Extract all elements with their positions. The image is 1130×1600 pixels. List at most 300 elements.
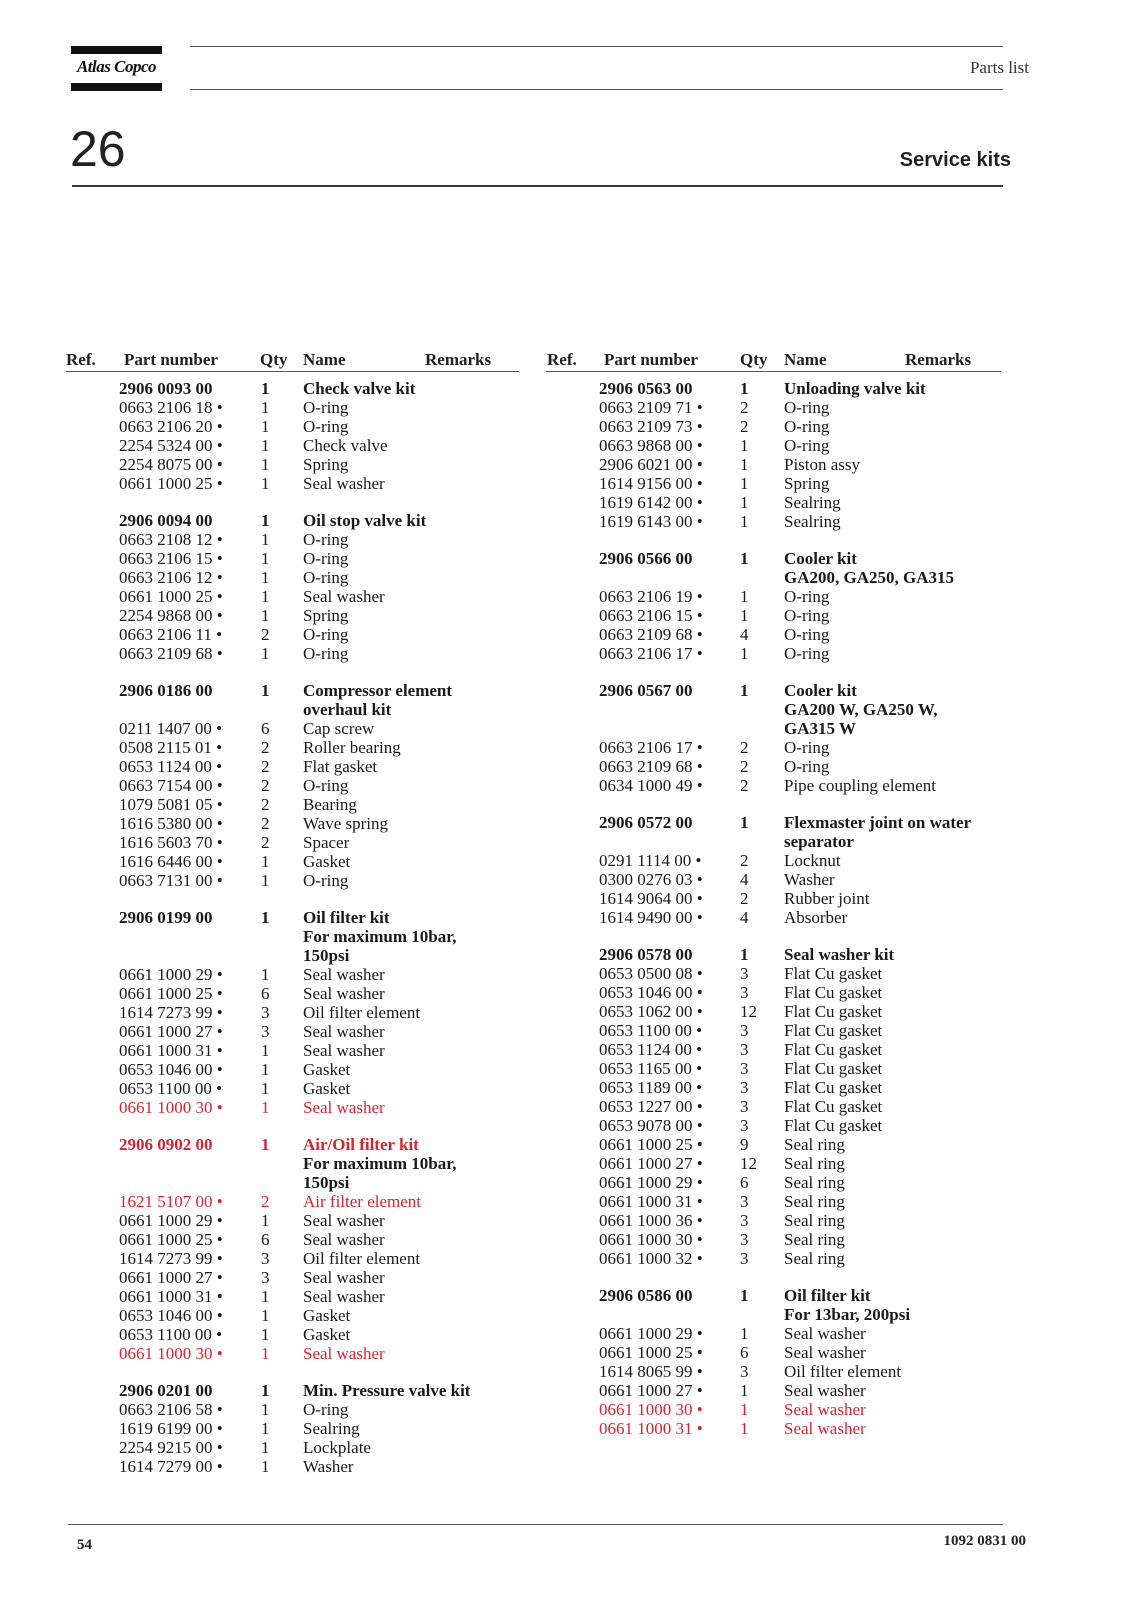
part-number-cell: 0653 0500 08 •	[599, 964, 703, 983]
name-cell: Compressor element	[303, 681, 453, 700]
name-cell: Washer	[784, 870, 835, 889]
name-cell: Flat Cu gasket	[784, 1021, 883, 1040]
name-cell: Seal washer	[303, 1041, 385, 1060]
qty-cell: 12	[740, 1002, 757, 1021]
qty-cell: 2	[261, 1192, 270, 1211]
table-row	[557, 700, 1023, 719]
name-cell: Flat Cu gasket	[784, 1097, 883, 1116]
qty-cell: 6	[261, 1230, 270, 1249]
row-spacer	[557, 1268, 1023, 1286]
chapter-title: Service kits	[899, 149, 1011, 171]
table-row	[66, 757, 532, 776]
name-cell: 150psi	[303, 946, 350, 965]
table-row	[557, 964, 1023, 983]
table-row	[66, 965, 532, 984]
qty-cell: 1	[740, 493, 749, 512]
qty-cell: 2	[740, 851, 749, 870]
qty-cell: 1	[740, 455, 749, 474]
table-row	[557, 757, 1023, 776]
part-number-cell: 0663 2106 15 •	[599, 606, 703, 625]
part-number-cell: 0663 2109 68 •	[599, 757, 703, 776]
name-cell: Sealring	[303, 1419, 360, 1438]
kit-row	[557, 549, 1023, 568]
qty-cell: 3	[740, 1059, 749, 1078]
name-cell: O-ring	[303, 530, 349, 549]
name-cell: O-ring	[784, 625, 830, 644]
qty-cell: 2	[261, 625, 270, 644]
table-row	[557, 1419, 1023, 1438]
name-cell: overhaul kit	[303, 700, 392, 719]
qty-cell: 1	[261, 1438, 270, 1457]
part-number-cell: 0663 2106 12 •	[119, 568, 223, 587]
qty-cell: 1	[740, 512, 749, 531]
qty-cell: 2	[261, 814, 270, 833]
table-row	[66, 587, 532, 606]
qty-cell: 3	[740, 1211, 749, 1230]
part-number-cell: 0211 1407 00 •	[119, 719, 223, 738]
qty-cell: 2	[740, 398, 749, 417]
row-spacer	[66, 1363, 532, 1381]
table-row	[66, 644, 532, 663]
part-number-cell: 2254 9868 00 •	[119, 606, 223, 625]
table-row	[557, 606, 1023, 625]
name-cell: O-ring	[784, 757, 830, 776]
kit-row	[66, 379, 532, 398]
table-row	[66, 1438, 532, 1457]
name-cell: Flat gasket	[303, 757, 378, 776]
part-number-cell: 0661 1000 27 •	[599, 1154, 703, 1173]
qty-cell: 1	[261, 455, 270, 474]
qty-cell: 1	[261, 681, 270, 700]
table-row	[557, 1305, 1023, 1324]
part-number-cell: 1616 6446 00 •	[119, 852, 223, 871]
part-number-cell: 0653 1046 00 •	[119, 1060, 223, 1079]
qty-cell: 2	[261, 833, 270, 852]
kit-row	[557, 681, 1023, 700]
name-cell: For 13bar, 200psi	[784, 1305, 911, 1324]
qty-cell: 1	[261, 1287, 270, 1306]
qty-cell: 3	[740, 1249, 749, 1268]
name-cell: GA200, GA250, GA315	[784, 568, 954, 587]
part-number-cell: 0661 1000 30 •	[599, 1230, 703, 1249]
name-cell: Air filter element	[303, 1192, 422, 1211]
qty-cell: 3	[261, 1022, 270, 1041]
part-number-cell: 0653 1046 00 •	[599, 983, 703, 1002]
qty-cell: 1	[261, 1344, 270, 1363]
part-number-cell: 1621 5107 00 •	[119, 1192, 223, 1211]
header-rule-bottom	[190, 89, 1003, 90]
qty-cell: 6	[740, 1343, 749, 1362]
name-cell: O-ring	[303, 398, 349, 417]
name-cell: Seal washer	[303, 984, 385, 1003]
qty-cell: 3	[261, 1003, 270, 1022]
qty-cell: 1	[261, 530, 270, 549]
table-row	[557, 1230, 1023, 1249]
qty-cell: 1	[261, 1381, 270, 1400]
name-cell: Seal washer	[303, 965, 385, 984]
row-spacer	[66, 663, 532, 681]
table-row	[66, 530, 532, 549]
part-number-cell: 0661 1000 27 •	[119, 1022, 223, 1041]
table-row	[66, 1344, 532, 1363]
row-spacer	[66, 1117, 532, 1135]
part-number-cell: 0661 1000 31 •	[119, 1041, 223, 1060]
name-cell: GA200 W, GA250 W,	[784, 700, 938, 719]
qty-cell: 1	[261, 1211, 270, 1230]
table-row	[557, 1021, 1023, 1040]
part-number-cell: 0661 1000 29 •	[599, 1324, 703, 1343]
table-row	[557, 851, 1023, 870]
kit-row	[66, 1135, 532, 1154]
table-row	[557, 738, 1023, 757]
name-cell: Bearing	[303, 795, 357, 814]
qty-cell: 1	[261, 644, 270, 663]
qty-cell: 1	[740, 681, 749, 700]
name-cell: Check valve kit	[303, 379, 416, 398]
part-number-cell: 1614 7273 99 •	[119, 1003, 223, 1022]
part-number-cell: 1619 6199 00 •	[119, 1419, 223, 1438]
part-number-cell: 0663 2106 15 •	[119, 549, 223, 568]
part-number-cell: 2906 0566 00	[599, 549, 693, 568]
table-row	[66, 1249, 532, 1268]
part-number-cell: 1619 6143 00 •	[599, 512, 703, 531]
table-row	[557, 1192, 1023, 1211]
name-cell: O-ring	[303, 625, 349, 644]
header-remarks: Remarks	[425, 350, 492, 369]
name-cell: Seal washer	[303, 1268, 385, 1287]
logo-text: Atlas Copco	[76, 57, 157, 76]
table-row	[66, 852, 532, 871]
table-row	[557, 1097, 1023, 1116]
part-number-cell: 0661 1000 31 •	[599, 1192, 703, 1211]
name-cell: Seal washer	[303, 474, 385, 493]
table-row	[66, 1098, 532, 1117]
qty-cell: 2	[740, 889, 749, 908]
qty-cell: 2	[261, 738, 270, 757]
table-row	[557, 1381, 1023, 1400]
table-row	[66, 474, 532, 493]
table-row	[66, 719, 532, 738]
qty-cell: 2	[261, 757, 270, 776]
table-row	[557, 908, 1023, 927]
qty-cell: 3	[740, 1078, 749, 1097]
name-cell: Flat Cu gasket	[784, 1078, 883, 1097]
chapter-rule	[72, 185, 1003, 187]
table-row	[66, 1325, 532, 1344]
name-cell: O-ring	[784, 417, 830, 436]
name-cell: O-ring	[784, 738, 830, 757]
table-header	[547, 350, 1023, 370]
name-cell: Seal washer	[784, 1343, 866, 1362]
name-cell: Absorber	[784, 908, 848, 927]
qty-cell: 2	[740, 757, 749, 776]
table-header-rule	[66, 371, 519, 372]
qty-cell: 1	[261, 474, 270, 493]
name-cell: Gasket	[303, 1079, 351, 1098]
name-cell: Wave spring	[303, 814, 389, 833]
name-cell: Locknut	[784, 851, 841, 870]
name-cell: Sealring	[784, 493, 841, 512]
name-cell: Seal ring	[784, 1135, 845, 1154]
table-row	[557, 474, 1023, 493]
part-number-cell: 0661 1000 27 •	[599, 1381, 703, 1400]
table-row	[66, 1192, 532, 1211]
name-cell: Seal washer	[303, 587, 385, 606]
table-row	[66, 1419, 532, 1438]
qty-cell: 4	[740, 908, 749, 927]
name-cell: Seal washer	[303, 1098, 385, 1117]
table-row	[557, 870, 1023, 889]
kit-row	[557, 379, 1023, 398]
part-number-cell: 1614 9064 00 •	[599, 889, 703, 908]
table-row	[557, 889, 1023, 908]
table-row	[557, 1002, 1023, 1021]
document-number: 1092 0831 00	[943, 1533, 1026, 1549]
part-number-cell: 0661 1000 30 •	[599, 1400, 703, 1419]
part-number-cell: 2906 0902 00	[119, 1135, 213, 1154]
qty-cell: 1	[740, 813, 749, 832]
table-row	[557, 587, 1023, 606]
table-row	[66, 1060, 532, 1079]
part-number-cell: 0663 2109 68 •	[599, 625, 703, 644]
table-row	[66, 814, 532, 833]
part-number-cell: 2906 0586 00	[599, 1286, 693, 1305]
part-number-cell: 0661 1000 32 •	[599, 1249, 703, 1268]
name-cell: O-ring	[303, 1400, 349, 1419]
name-cell: Flat Cu gasket	[784, 964, 883, 983]
name-cell: Seal ring	[784, 1192, 845, 1211]
name-cell: Piston assy	[784, 455, 861, 474]
qty-cell: 1	[261, 1419, 270, 1438]
name-cell: Min. Pressure valve kit	[303, 1381, 471, 1400]
part-number-cell: 1079 5081 05 •	[119, 795, 223, 814]
table-row	[557, 1135, 1023, 1154]
header-rule-top	[190, 46, 1003, 47]
table-row	[66, 795, 532, 814]
table-row	[66, 549, 532, 568]
name-cell: Flexmaster joint on water	[784, 813, 972, 832]
part-number-cell: 2906 0093 00	[119, 379, 213, 398]
qty-cell: 1	[740, 1286, 749, 1305]
name-cell: Flat Cu gasket	[784, 1116, 883, 1135]
row-spacer	[66, 493, 532, 511]
qty-cell: 1	[740, 945, 749, 964]
table-row	[66, 625, 532, 644]
table-row	[66, 700, 532, 719]
header-name: Name	[303, 350, 346, 369]
name-cell: 150psi	[303, 1173, 350, 1192]
qty-cell: 6	[740, 1173, 749, 1192]
part-number-cell: 2906 0578 00	[599, 945, 693, 964]
row-spacer	[557, 531, 1023, 549]
table-row	[66, 1079, 532, 1098]
part-number-cell: 0663 2109 71 •	[599, 398, 703, 417]
name-cell: Seal washer	[784, 1419, 866, 1438]
table-body	[66, 379, 532, 1476]
qty-cell: 1	[261, 549, 270, 568]
part-number-cell: 2906 0094 00	[119, 511, 213, 530]
table-row	[66, 871, 532, 890]
kit-row	[66, 908, 532, 927]
table-row	[557, 776, 1023, 795]
qty-cell: 1	[261, 871, 270, 890]
qty-cell: 1	[261, 417, 270, 436]
qty-cell: 4	[740, 625, 749, 644]
table-row	[66, 984, 532, 1003]
name-cell: Oil filter element	[303, 1003, 421, 1022]
name-cell: O-ring	[303, 568, 349, 587]
kit-row	[66, 511, 532, 530]
part-number-cell: 1619 6142 00 •	[599, 493, 703, 512]
part-number-cell: 0663 2106 18 •	[119, 398, 223, 417]
name-cell: O-ring	[303, 776, 349, 795]
part-number-cell: 0663 2106 17 •	[599, 738, 703, 757]
qty-cell: 3	[740, 1097, 749, 1116]
part-number-cell: 1614 8065 99 •	[599, 1362, 703, 1381]
name-cell: Washer	[303, 1457, 354, 1476]
name-cell: Spring	[303, 606, 349, 625]
header-ref: Ref.	[547, 350, 577, 369]
qty-cell: 1	[261, 398, 270, 417]
qty-cell: 1	[261, 908, 270, 927]
chapter-number: 26	[70, 121, 126, 177]
header-qty: Qty	[740, 350, 768, 369]
part-number-cell: 0653 1046 00 •	[119, 1306, 223, 1325]
part-number-cell: 0653 1124 00 •	[119, 757, 223, 776]
table-row	[66, 1173, 532, 1192]
part-number-cell: 2906 6021 00 •	[599, 455, 703, 474]
qty-cell: 1	[261, 1325, 270, 1344]
name-cell: Spacer	[303, 833, 350, 852]
header-qty: Qty	[260, 350, 288, 369]
qty-cell: 2	[261, 795, 270, 814]
qty-cell: 1	[261, 436, 270, 455]
table-row	[557, 512, 1023, 531]
qty-cell: 1	[261, 1135, 270, 1154]
qty-cell: 1	[740, 379, 749, 398]
name-cell: Cooler kit	[784, 681, 857, 700]
name-cell: Seal washer kit	[784, 945, 895, 964]
table-row	[66, 927, 532, 946]
logo-bar-top	[71, 46, 162, 54]
name-cell: Gasket	[303, 852, 351, 871]
table-row	[66, 1041, 532, 1060]
table-body	[557, 379, 1023, 1438]
name-cell: For maximum 10bar,	[303, 927, 457, 946]
qty-cell: 3	[261, 1268, 270, 1287]
name-cell: Gasket	[303, 1060, 351, 1079]
name-cell: Seal washer	[303, 1022, 385, 1041]
table-row	[66, 398, 532, 417]
part-number-cell: 0663 2106 11 •	[119, 625, 223, 644]
part-number-cell: 0663 2106 19 •	[599, 587, 703, 606]
qty-cell: 1	[261, 965, 270, 984]
qty-cell: 3	[740, 1040, 749, 1059]
part-number-cell: 0661 1000 25 •	[119, 587, 223, 606]
qty-cell: 2	[740, 417, 749, 436]
table-row	[66, 1230, 532, 1249]
part-number-cell: 0291 1114 00 •	[599, 851, 702, 870]
qty-cell: 1	[261, 1306, 270, 1325]
part-number-cell: 0653 1189 00 •	[599, 1078, 703, 1097]
table-row	[66, 455, 532, 474]
part-number-cell: 0661 1000 29 •	[599, 1173, 703, 1192]
qty-cell: 12	[740, 1154, 757, 1173]
table-row	[557, 398, 1023, 417]
table-row	[66, 1457, 532, 1476]
name-cell: Seal washer	[303, 1211, 385, 1230]
part-number-cell: 0663 2109 68 •	[119, 644, 223, 663]
qty-cell: 2	[740, 738, 749, 757]
qty-cell: 1	[740, 1419, 749, 1438]
name-cell: Sealring	[784, 512, 841, 531]
part-number-cell: 1614 7273 99 •	[119, 1249, 223, 1268]
part-number-cell: 0508 2115 01 •	[119, 738, 223, 757]
name-cell: Seal ring	[784, 1230, 845, 1249]
name-cell: Oil filter element	[784, 1362, 902, 1381]
qty-cell: 1	[740, 606, 749, 625]
part-number-cell: 0653 1100 00 •	[119, 1325, 223, 1344]
qty-cell: 4	[740, 870, 749, 889]
table-row	[66, 1400, 532, 1419]
part-number-cell: 0663 2106 20 •	[119, 417, 223, 436]
header-remarks: Remarks	[905, 350, 972, 369]
table-row	[557, 625, 1023, 644]
table-header-rule	[546, 371, 1001, 372]
table-row	[66, 417, 532, 436]
qty-cell: 1	[740, 1324, 749, 1343]
name-cell: For maximum 10bar,	[303, 1154, 457, 1173]
header-ref: Ref.	[66, 350, 96, 369]
parts-table-left	[66, 350, 532, 1476]
name-cell: Pipe coupling element	[784, 776, 937, 795]
name-cell: Gasket	[303, 1306, 351, 1325]
name-cell: Flat Cu gasket	[784, 983, 883, 1002]
part-number-cell: 2254 8075 00 •	[119, 455, 223, 474]
row-spacer	[66, 890, 532, 908]
name-cell: O-ring	[303, 871, 349, 890]
part-number-cell: 0661 1000 30 •	[119, 1098, 223, 1117]
parts-table-right	[547, 350, 1023, 1438]
table-row	[557, 1211, 1023, 1230]
table-row	[66, 568, 532, 587]
name-cell: separator	[784, 832, 854, 851]
qty-cell: 3	[740, 983, 749, 1002]
table-header	[66, 350, 532, 370]
part-number-cell: 0661 1000 25 •	[119, 474, 223, 493]
part-number-cell: 0663 2106 58 •	[119, 1400, 223, 1419]
part-number-cell: 0661 1000 25 •	[119, 984, 223, 1003]
table-row	[66, 946, 532, 965]
name-cell: Cooler kit	[784, 549, 857, 568]
name-cell: Unloading valve kit	[784, 379, 926, 398]
header-part-number: Part number	[124, 350, 218, 369]
qty-cell: 3	[740, 1192, 749, 1211]
table-row	[557, 644, 1023, 663]
qty-cell: 1	[261, 1098, 270, 1117]
part-number-cell: 0653 1100 00 •	[599, 1021, 703, 1040]
name-cell: Oil stop valve kit	[303, 511, 427, 530]
qty-cell: 1	[740, 549, 749, 568]
qty-cell: 1	[740, 644, 749, 663]
table-row	[66, 1003, 532, 1022]
qty-cell: 1	[261, 379, 270, 398]
qty-cell: 9	[740, 1135, 749, 1154]
part-number-cell: 2906 0567 00	[599, 681, 693, 700]
qty-cell: 2	[740, 776, 749, 795]
part-number-cell: 1616 5603 70 •	[119, 833, 223, 852]
part-number-cell: 0661 1000 25 •	[599, 1135, 703, 1154]
